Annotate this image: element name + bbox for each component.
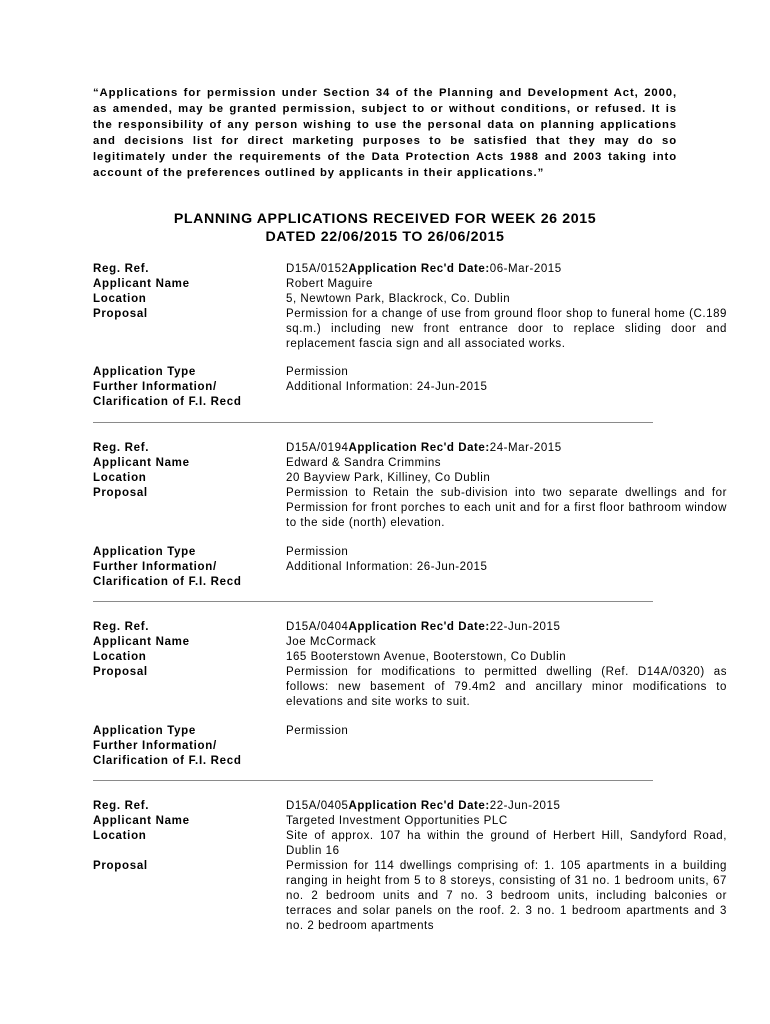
- reg-ref-value: [286, 620, 727, 635]
- entry-divider: [93, 601, 653, 602]
- application-entry-4: [93, 799, 728, 934]
- reg-ref-label: Reg. Ref.: [93, 621, 150, 633]
- further-info-label: Further Information/: [93, 740, 217, 752]
- application-type-value: Permission: [286, 366, 349, 378]
- location-label: Location: [93, 293, 147, 305]
- rec-date-label: Application Rec'd Date:: [348, 263, 490, 275]
- location-label: Location: [93, 651, 147, 663]
- clarification-label: Clarification of F.I. Recd: [93, 576, 242, 588]
- proposal-value: Permission for a change of use from ground floor shop to funeral home (C.189 sq.m.) including new front entrance door to replace sliding door and replacement fascia sign and all associated works.: [286, 308, 727, 350]
- further-info-label: Further Information/: [93, 381, 217, 393]
- reg-ref-value: [286, 441, 727, 456]
- data-protection-disclaimer: “Applications for permission under Section 34 of the Planning and Development Act, 2000, as amended, may be granted permission, subject to or without conditions, or refused. It is the responsibility of any person wishing to use the personal data on planning applications and decisions list for direct marketing purposes to be satisfied that they may do so legitimately under the requirements of the Data Protection Acts 1988 and 2003 taking into account of the preferences outlined by applicants in their applications.”: [93, 87, 677, 179]
- rec-date-label: Application Rec'd Date:: [348, 621, 490, 633]
- rec-date-value: 22-Jun-2015: [489, 800, 561, 812]
- heading-line-1: PLANNING APPLICATIONS RECEIVED FOR WEEK 26 2015: [173, 211, 597, 227]
- proposal-value: Permission to Retain the sub-division into two separate dwellings and for Permission for front porches to each unit and for a first floor bathroom window to the side (north) elevation.: [286, 487, 727, 529]
- applicant-name-value: Edward & Sandra Crimmins: [286, 457, 442, 469]
- application-entry-3: [93, 620, 728, 710]
- reg-ref-number: D15A/0404: [286, 621, 349, 633]
- applicant-name-label: Applicant Name: [93, 636, 190, 648]
- page-heading: [93, 210, 677, 246]
- reg-ref-label: Reg. Ref.: [93, 442, 150, 454]
- application-type-label: Application Type: [93, 366, 196, 378]
- reg-ref-value: [286, 262, 727, 277]
- location-value: 20 Bayview Park, Killiney, Co Dublin: [286, 472, 491, 484]
- rec-date-label: Application Rec'd Date:: [348, 442, 490, 454]
- applicant-name-label: Applicant Name: [93, 278, 190, 290]
- application-type-label: Application Type: [93, 546, 196, 558]
- proposal-label: Proposal: [93, 860, 148, 872]
- application-meta-1: [93, 365, 728, 410]
- applicant-name-label: Applicant Name: [93, 815, 190, 827]
- rec-date-label: Application Rec'd Date:: [348, 800, 490, 812]
- application-type-value: Permission: [286, 725, 349, 737]
- applicant-name-value: Joe McCormack: [286, 636, 377, 648]
- application-meta-3: [93, 724, 728, 769]
- heading-line-2: DATED 22/06/2015 TO 26/06/2015: [265, 229, 505, 245]
- reg-ref-label: Reg. Ref.: [93, 263, 150, 275]
- applicant-name-value: Robert Maguire: [286, 278, 373, 290]
- location-value: 5, Newtown Park, Blackrock, Co. Dublin: [286, 293, 511, 305]
- location-label: Location: [93, 472, 147, 484]
- application-meta-2: [93, 545, 728, 590]
- applicant-name-label: Applicant Name: [93, 457, 190, 469]
- proposal-label: Proposal: [93, 487, 148, 499]
- reg-ref-number: D15A/0152: [286, 263, 349, 275]
- location-value: 165 Booterstown Avenue, Booterstown, Co Dublin: [286, 651, 567, 663]
- proposal-value: Permission for 114 dwellings comprising of: 1. 105 apartments in a building ranging in height from 5 to 8 storeys, consisting of 31 no. 1 bedroom units, 67 no. 2 bedroom units and 7 no. 3 bedroom units, including balconies or terraces and solar panels on the roof. 2. 3 no. 1 bedroom apartments and 3 no. 2 bedroom apartments: [286, 860, 727, 932]
- application-type-value: Permission: [286, 546, 349, 558]
- rec-date-value: 24-Mar-2015: [489, 442, 562, 454]
- rec-date-value: 22-Jun-2015: [489, 621, 561, 633]
- entry-divider: [93, 422, 653, 423]
- reg-ref-number: D15A/0405: [286, 800, 349, 812]
- application-type-label: Application Type: [93, 725, 196, 737]
- proposal-label: Proposal: [93, 308, 148, 320]
- applicant-name-value: Targeted Investment Opportunities PLC: [286, 815, 508, 827]
- rec-date-value: 06-Mar-2015: [489, 263, 562, 275]
- further-info-label: Further Information/: [93, 561, 217, 573]
- reg-ref-number: D15A/0194: [286, 442, 349, 454]
- further-info-value: Additional Information: 26-Jun-2015: [286, 561, 488, 573]
- entry-divider: [93, 780, 653, 781]
- location-label: Location: [93, 830, 147, 842]
- clarification-label: Clarification of F.I. Recd: [93, 396, 242, 408]
- proposal-label: Proposal: [93, 666, 148, 678]
- further-info-value: Additional Information: 24-Jun-2015: [286, 381, 488, 393]
- location-value: Site of approx. 107 ha within the ground of Herbert Hill, Sandyford Road, Dublin 16: [286, 830, 727, 857]
- clarification-label: Clarification of F.I. Recd: [93, 755, 242, 767]
- application-entry-1: [93, 262, 728, 352]
- reg-ref-value: [286, 799, 727, 814]
- reg-ref-label: Reg. Ref.: [93, 800, 150, 812]
- proposal-value: Permission for modifications to permitted dwelling (Ref. D14A/0320) as follows: new basement of 79.4m2 and ancillary minor modifications to elevations and site works to suit.: [286, 666, 727, 708]
- application-entry-2: [93, 441, 728, 531]
